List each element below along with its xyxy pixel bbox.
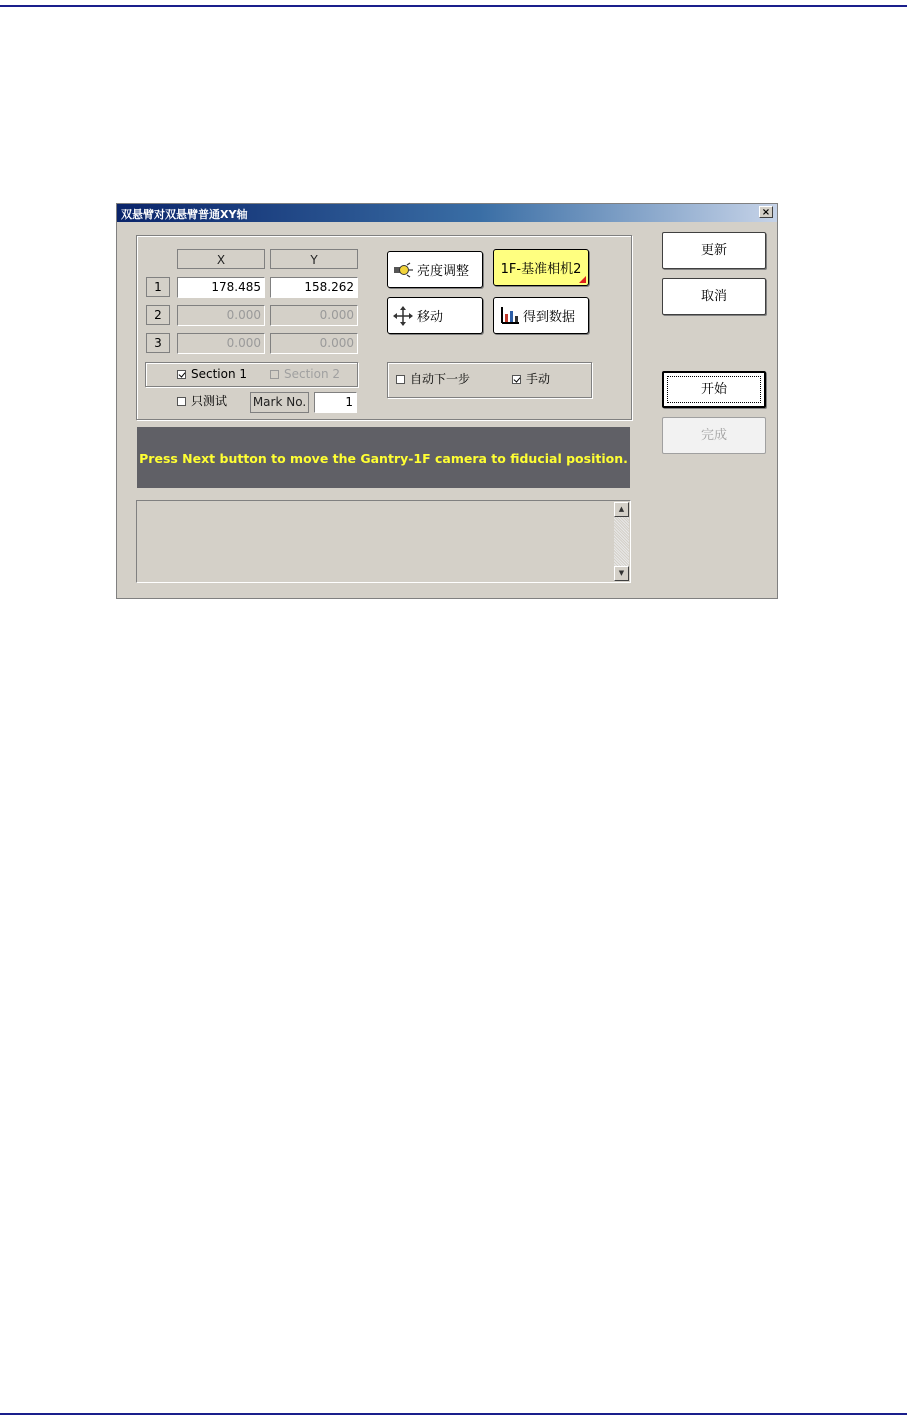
title-bar[interactable] xyxy=(117,204,777,222)
move-arrows-icon xyxy=(392,306,414,326)
finish-button: 完成 xyxy=(662,417,766,454)
window-title: 双悬臂对双悬臂普通XY轴 xyxy=(121,208,248,221)
section-2-label: Section 2 xyxy=(284,367,341,381)
brightness-button[interactable] xyxy=(387,251,483,288)
scroll-up-icon[interactable]: ▲ xyxy=(614,502,629,517)
section-1-checkbox[interactable] xyxy=(177,366,247,382)
mark-no-label: Mark No. xyxy=(250,392,309,413)
get-data-label: 得到数据 xyxy=(523,310,576,325)
move-label: 移动 xyxy=(417,310,444,325)
camera-select-button[interactable] xyxy=(493,249,589,286)
x-field-3: 0.000 xyxy=(177,333,265,354)
auto-next-label: 自动下一步 xyxy=(410,372,471,386)
start-label: 开始 xyxy=(700,382,727,397)
log-textarea[interactable] xyxy=(136,500,631,583)
test-only-label: 只测试 xyxy=(191,394,228,408)
test-only-check-icon xyxy=(177,397,186,406)
get-data-button[interactable] xyxy=(493,297,589,334)
auto-next-checkbox[interactable] xyxy=(396,371,470,387)
row-label-3: 3 xyxy=(146,333,170,353)
x-field-1[interactable]: 178.485 xyxy=(177,277,265,298)
update-button[interactable]: 更新 xyxy=(662,232,766,269)
top-rule xyxy=(0,5,907,7)
focus-rect xyxy=(667,376,761,403)
y-field-1[interactable]: 158.262 xyxy=(270,277,358,298)
x-field-2: 0.000 xyxy=(177,305,265,326)
y-field-3: 0.000 xyxy=(270,333,358,354)
close-button[interactable]: × xyxy=(759,206,773,218)
section-1-check-icon xyxy=(177,370,186,379)
move-button[interactable] xyxy=(387,297,483,334)
row-label-1: 1 xyxy=(146,277,170,297)
axis-data-icon xyxy=(498,306,520,326)
bottom-rule xyxy=(0,1413,907,1415)
camera-select-label: 1F-基准相机2 xyxy=(500,262,582,277)
scroll-down-icon[interactable]: ▼ xyxy=(614,566,629,581)
row-label-2: 2 xyxy=(146,305,170,325)
auto-next-check-icon xyxy=(396,375,405,384)
manual-checkbox[interactable] xyxy=(512,371,550,387)
start-button[interactable] xyxy=(662,371,766,408)
brightness-label: 亮度调整 xyxy=(417,264,470,279)
bulb-icon xyxy=(392,260,414,280)
column-header-y: Y xyxy=(270,249,358,269)
section-2-check-icon xyxy=(270,370,279,379)
column-header-x: X xyxy=(177,249,265,269)
test-only-checkbox[interactable] xyxy=(177,393,227,409)
manual-label: 手动 xyxy=(526,372,551,386)
dialog-window xyxy=(116,203,778,599)
dropdown-corner-icon xyxy=(579,276,586,283)
vertical-scrollbar[interactable] xyxy=(614,502,629,581)
section-2-checkbox xyxy=(270,366,340,382)
y-field-2: 0.000 xyxy=(270,305,358,326)
section-1-label: Section 1 xyxy=(191,367,248,381)
mark-no-input[interactable]: 1 xyxy=(314,392,357,413)
manual-check-icon xyxy=(512,375,521,384)
status-message: Press Next button to move the Gantry-1F camera to fiducial position. xyxy=(136,426,631,489)
cancel-button[interactable]: 取消 xyxy=(662,278,766,315)
